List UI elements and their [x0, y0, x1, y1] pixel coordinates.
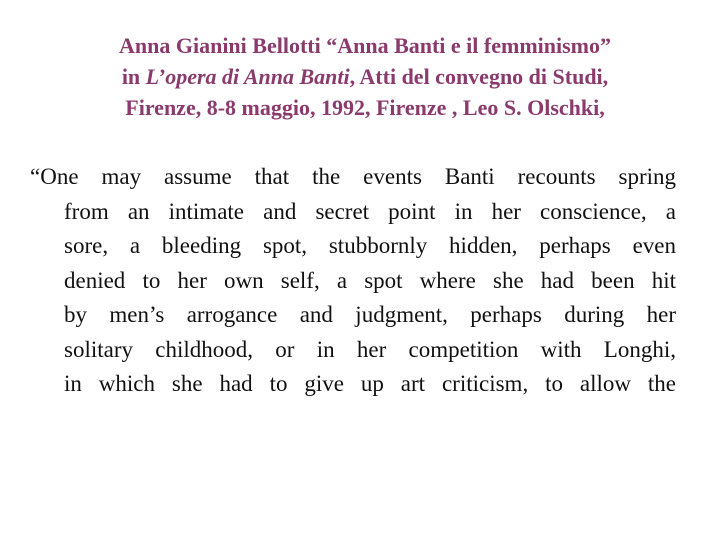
quote-line: denied to her own self, a spot where she had been hit — [64, 267, 676, 293]
citation-line-2 — [40, 61, 690, 92]
citation-line-3: Firenze, 8-8 maggio, 1992, Firenze , Leo S. Olschki, — [125, 95, 605, 120]
citation-line-2-prefix: in — [121, 64, 146, 89]
citation-line-2-suffix: , Atti del convegno di Studi, — [349, 64, 609, 89]
quote-line: from an intimate and secret point in her conscience, a — [64, 198, 676, 224]
quote-block — [30, 160, 676, 402]
quote-line: sore, a bleeding spot, stubbornly hidden, perhaps even — [64, 233, 676, 258]
quote-line: “One may assume that the events Banti recounts spring — [30, 164, 676, 189]
citation-line-1: Anna Gianini Bellotti “Anna Banti e il femminismo” — [119, 33, 611, 58]
citation-book-title: L’opera di Anna Banti — [145, 64, 350, 89]
quote-line: solitary childhood, or in her competition with Longhi, — [64, 336, 676, 362]
quote-line: by men’s arrogance and judgment, perhaps during her — [64, 302, 676, 327]
quote-line: in which she had to give up art criticism, to allow the — [64, 371, 676, 396]
citation-heading — [40, 30, 690, 123]
